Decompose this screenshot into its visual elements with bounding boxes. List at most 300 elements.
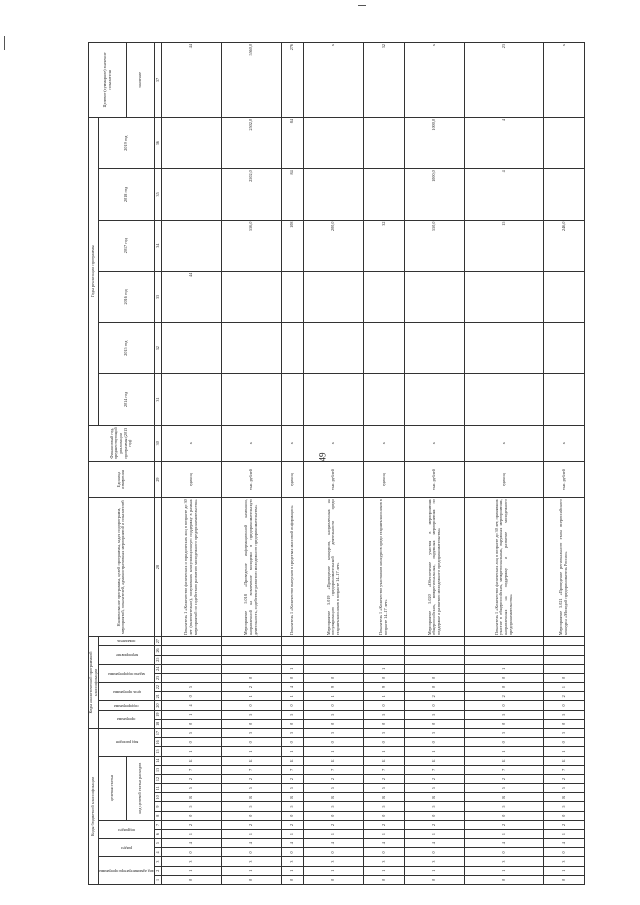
year-value (281, 374, 304, 425)
code-digit (364, 637, 405, 646)
code-digit (281, 637, 304, 646)
year-value (221, 271, 281, 322)
code-digit (281, 655, 304, 664)
code-digit: 4 (221, 839, 281, 848)
code-digit: 5 (304, 802, 364, 811)
code-digit: 0 (465, 738, 544, 747)
years-header: Годы реализации программы (89, 118, 99, 426)
code-digit (304, 655, 364, 664)
admin-code-header: код администратора программы (99, 868, 154, 874)
code-digit (221, 637, 281, 646)
row-base-year: x (304, 425, 364, 461)
column-number: 15 (154, 747, 161, 756)
code-digit: 4 (281, 839, 304, 848)
code-digit: 0 (364, 738, 405, 747)
year-value (543, 169, 584, 220)
code-digit: 0 (281, 719, 304, 728)
column-number: 18 (154, 719, 161, 728)
year-value (221, 323, 281, 374)
row-unit: тыс. рублей (221, 461, 281, 497)
year-value: 1000,0 (405, 118, 465, 169)
code-digit: 3 (465, 728, 544, 737)
code-digit (405, 655, 465, 664)
code-digit: 0 (543, 719, 584, 728)
table-row (221, 43, 281, 885)
code-digit: 0 (221, 738, 281, 747)
code-digit: 3 (543, 728, 584, 737)
year-value (543, 374, 584, 425)
column-number: 11 (154, 784, 161, 793)
table-row (304, 43, 364, 885)
code-digit: 1 (465, 664, 544, 673)
code-digit: 4 (161, 701, 221, 710)
code-digit: 7 (221, 765, 281, 774)
row-unit: единиц (281, 461, 304, 497)
code-digit: 1 (221, 866, 281, 875)
code-digit (304, 637, 364, 646)
code-digit: R (221, 793, 281, 802)
code-digit: 5 (405, 710, 465, 719)
code-digit: 2 (221, 774, 281, 783)
target-value: 32 (364, 43, 405, 118)
year-value (161, 374, 221, 425)
year-value (405, 323, 465, 374)
row-base-year: x (161, 425, 221, 461)
scan-artifact-top (358, 5, 366, 6)
code-digit: 1 (161, 866, 221, 875)
code-digit: 1 (304, 866, 364, 875)
code-digit: 0 (161, 875, 221, 884)
code-digit: 5 (364, 784, 405, 793)
code-digit: 2 (364, 820, 405, 829)
code-digit: 2 (465, 820, 544, 829)
target-header: Целевое (суммарное) значение показателя (89, 43, 127, 118)
code-digit: 2 (281, 774, 304, 783)
year-value: 2502,0 (221, 169, 281, 220)
program-codes-header: Коды аналитической программной классификации (89, 637, 99, 729)
code-digit: 1 (543, 829, 584, 838)
table-row (161, 43, 221, 885)
code-digit (543, 664, 584, 673)
year-value (304, 374, 364, 425)
code-digit: 7 (405, 765, 465, 774)
expense-type-header: вид расходов (115, 740, 138, 746)
code-digit (281, 646, 304, 655)
code-digit (405, 646, 465, 655)
row-name: Показатель 1 «Количество физических и юридических лиц в возрасте до 30 лет (включительно), получивших консультационную поддержку в рамках мероприятий по содействию развитию молодежного предпринимательства» (161, 498, 221, 637)
program-indicators-table (88, 42, 585, 885)
year-value: 4 (465, 169, 544, 220)
column-number: 26 (154, 646, 161, 655)
target-article-code-header: код целевой статьи расходов (127, 756, 155, 820)
row-base-year: x (465, 425, 544, 461)
year-value (281, 271, 304, 322)
code-digit (221, 655, 281, 664)
code-digit: 0 (161, 848, 221, 857)
code-digit: 0 (221, 848, 281, 857)
year-value: 32 (364, 220, 405, 271)
code-digit: 9 (304, 683, 364, 692)
row-unit: единиц (161, 461, 221, 497)
code-digit: 0 (465, 683, 544, 692)
year-value (161, 118, 221, 169)
rotated-document (88, 42, 568, 885)
column-number: 10 (154, 793, 161, 802)
code-digit: 0 (465, 673, 544, 682)
code-digit: 0 (221, 875, 281, 884)
code-digit: R (304, 793, 364, 802)
column-number: 5 (154, 839, 161, 848)
code-digit: 0 (543, 673, 584, 682)
code-digit: 7 (304, 765, 364, 774)
code-digit: 0 (543, 701, 584, 710)
code-digit: Б (405, 756, 465, 765)
code-digit: 0 (543, 875, 584, 884)
code-digit: 0 (304, 811, 364, 820)
year-value (405, 271, 465, 322)
code-digit (465, 637, 544, 646)
column-number: 37 (154, 43, 161, 118)
code-digit: 1 (465, 866, 544, 875)
column-number: 4 (154, 848, 161, 857)
code-digit: 2 (281, 820, 304, 829)
column-number: 14 (154, 756, 161, 765)
year-value (304, 169, 364, 220)
code-digit: 5 (364, 802, 405, 811)
column-number: 20 (154, 701, 161, 710)
code-digit: 0 (543, 811, 584, 820)
code-digit: R (281, 793, 304, 802)
code-digit: 0 (281, 738, 304, 747)
target-value: 44 (161, 43, 221, 118)
code-digit: 0 (364, 673, 405, 682)
code-digit: 1 (304, 829, 364, 838)
column-number: 32 (154, 323, 161, 374)
year-value (161, 169, 221, 220)
code-digit: 5 (543, 784, 584, 793)
column-number: 24 (154, 664, 161, 673)
measure-header: мероприятие (115, 653, 138, 659)
year-value (465, 374, 544, 425)
code-digit: Б (281, 756, 304, 765)
code-digit: 0 (465, 875, 544, 884)
code-digit: 2 (405, 692, 465, 701)
code-digit: 5 (405, 802, 465, 811)
code-digit: 3 (281, 728, 304, 737)
code-digit: 7 (364, 765, 405, 774)
target-value: x (405, 43, 465, 118)
row-unit: единиц (364, 461, 405, 497)
code-digit: 0 (221, 701, 281, 710)
code-digit: 4 (405, 839, 465, 848)
code-digit: 2 (161, 820, 221, 829)
column-number: 30 (154, 425, 161, 461)
year-value (543, 118, 584, 169)
code-digit: 5 (465, 802, 544, 811)
code-digit: Б (221, 756, 281, 765)
financial-year-header: Финансовый год, предшествующий реализации программы (2013 год) (89, 425, 155, 461)
code-digit: 0 (304, 719, 364, 728)
code-digit: 5 (161, 683, 221, 692)
table-row (364, 43, 405, 885)
year-value (304, 271, 364, 322)
code-digit: 3 (221, 728, 281, 737)
code-digit: 0 (161, 738, 221, 747)
target-value: 276 (281, 43, 304, 118)
code-digit: 1 (465, 747, 544, 756)
year-value (304, 323, 364, 374)
code-digit: 0 (465, 811, 544, 820)
code-digit: 5 (364, 710, 405, 719)
year-value: 246,0 (543, 220, 584, 271)
code-digit: 3 (364, 857, 405, 866)
code-digit: 0 (405, 683, 465, 692)
row-name: Показатель 1 «Количество участников конкурсов среди старшеклассников в возрасте 14–17 лет» (364, 498, 405, 637)
year-value (281, 323, 304, 374)
year-value (465, 271, 544, 322)
code-digit: 5 (465, 710, 544, 719)
code-digit: 0 (405, 875, 465, 884)
year-value (364, 271, 405, 322)
subsection-header: подраздел (118, 827, 136, 833)
row-unit: тыс. рублей (543, 461, 584, 497)
row-name: Мероприятие 5.020 «Обеспечение участия в мероприятиях общероссийских, межрегиональных, окружных мероприятиях по поддержке и развитию молодежного предпринимательства» (405, 498, 465, 637)
program-table-sheet (88, 42, 568, 885)
code-digit: 0 (281, 673, 304, 682)
code-digit: 5 (221, 802, 281, 811)
code-digit: R (364, 793, 405, 802)
code-digit: 3 (405, 728, 465, 737)
code-digit: 2 (304, 774, 364, 783)
code-digit (543, 655, 584, 664)
code-digit: 1 (221, 747, 281, 756)
code-digit (221, 646, 281, 655)
code-digit: 0 (161, 811, 221, 820)
code-digit (161, 664, 221, 673)
code-digit: 5 (161, 784, 221, 793)
code-digit: 9 (364, 683, 405, 692)
code-digit: 5 (281, 784, 304, 793)
code-digit (543, 637, 584, 646)
code-digit: 0 (221, 719, 281, 728)
year-value: 1000,0 (405, 169, 465, 220)
year-header: 2015 год (99, 323, 154, 374)
code-digit: 5 (281, 802, 304, 811)
code-digit: 0 (405, 673, 465, 682)
code-digit (304, 664, 364, 673)
name-column-header: Наименование программы, целей программы, задач подпрограмм, мероприятий, показателей, административных мероприятий и показателей (89, 498, 155, 637)
column-number: 28 (154, 498, 161, 637)
code-digit: 2 (465, 774, 544, 783)
code-digit: 7 (543, 765, 584, 774)
code-digit: 0 (364, 719, 405, 728)
column-number: 22 (154, 683, 161, 692)
code-digit: 0 (304, 701, 364, 710)
code-digit: 3 (543, 857, 584, 866)
code-digit: 0 (304, 875, 364, 884)
code-digit: 1 (221, 692, 281, 701)
column-number: 33 (154, 271, 161, 322)
row-name: Мероприятие 5.018 «Проведение информационной кампании, направленной на вовлечение молодежи в предпринимательскую деятельность, содействие развитию молодежного предпринимательства» (221, 498, 281, 637)
code-digit: 1 (543, 683, 584, 692)
year-value (161, 220, 221, 271)
code-digit: 0 (405, 701, 465, 710)
code-digit (405, 637, 465, 646)
code-digit: 0 (364, 875, 405, 884)
code-digit: R (161, 793, 221, 802)
code-digit: Б (465, 756, 544, 765)
row-unit: тыс. рублей (405, 461, 465, 497)
code-digit: 2 (405, 820, 465, 829)
code-digit: 5 (161, 802, 221, 811)
year-value (465, 323, 544, 374)
code-digit: 0 (543, 738, 584, 747)
column-number: 9 (154, 802, 161, 811)
code-digit: 0 (221, 673, 281, 682)
code-digit: Б (364, 756, 405, 765)
code-digit (221, 664, 281, 673)
column-number: 16 (154, 738, 161, 747)
code-digit: 0 (405, 738, 465, 747)
code-digit: 7 (281, 765, 304, 774)
target-value: 23 (465, 43, 544, 118)
code-digit: 0 (161, 719, 221, 728)
code-digit: 1 (161, 747, 221, 756)
code-digit: 0 (221, 811, 281, 820)
column-number: 3 (154, 857, 161, 866)
code-digit: Б (304, 756, 364, 765)
year-value (364, 169, 405, 220)
code-digit: 2 (405, 774, 465, 783)
budget-codes-header: Коды бюджетной классификации (89, 728, 99, 884)
code-digit: 0 (281, 848, 304, 857)
year-value (161, 323, 221, 374)
code-digit: 0 (281, 811, 304, 820)
code-digit: R (543, 793, 584, 802)
code-digit: 4 (364, 839, 405, 848)
year-value: 84 (281, 169, 304, 220)
year-value (543, 271, 584, 322)
target-value: 5560,0 (221, 43, 281, 118)
code-digit: 0 (304, 738, 364, 747)
code-digit: 5 (281, 710, 304, 719)
year-value (364, 118, 405, 169)
code-digit: 0 (543, 848, 584, 857)
code-digit: 0 (364, 848, 405, 857)
code-digit: 4 (281, 683, 304, 692)
year-value (304, 118, 364, 169)
code-digit: 1 (161, 829, 221, 838)
code-digit: 0 (304, 848, 364, 857)
column-number: 25 (154, 655, 161, 664)
code-digit: 2 (543, 774, 584, 783)
year-value (543, 323, 584, 374)
code-digit: 5 (465, 784, 544, 793)
code-digit: 3 (364, 728, 405, 737)
code-digit: 2 (543, 692, 584, 701)
code-digit: 5 (304, 784, 364, 793)
code-digit: 1 (364, 866, 405, 875)
year-value (221, 374, 281, 425)
code-digit: 0 (405, 811, 465, 820)
program-goal-header: цель программы (112, 689, 141, 695)
year-value (364, 374, 405, 425)
target-value: x (543, 43, 584, 118)
code-digit: 5 (405, 784, 465, 793)
row-base-year: x (364, 425, 405, 461)
year-value (364, 323, 405, 374)
code-digit: 1 (405, 747, 465, 756)
column-number: 31 (154, 374, 161, 425)
target-value: x (304, 43, 364, 118)
code-digit: 0 (161, 692, 221, 701)
year-header: 2014 год (99, 374, 154, 425)
code-digit: 1 (304, 692, 364, 701)
code-digit (364, 655, 405, 664)
code-digit: R (405, 793, 465, 802)
row-name: Показатель 1 «Количество выпусков в средствах массовой информации» (281, 498, 304, 637)
code-digit: 5 (221, 784, 281, 793)
code-digit (364, 646, 405, 655)
code-digit: Б (543, 756, 584, 765)
code-digit: 3 (161, 857, 221, 866)
code-digit: 7 (465, 765, 544, 774)
code-digit: 5 (304, 710, 364, 719)
code-digit: 1 (281, 829, 304, 838)
column-number: 21 (154, 692, 161, 701)
indicator-header: показатель (117, 639, 136, 645)
code-digit: 1 (543, 866, 584, 875)
code-digit: 4 (465, 839, 544, 848)
page-number: 49 (317, 452, 328, 462)
scan-artifact-left (4, 36, 5, 50)
program-header: программа (117, 717, 136, 723)
row-base-year: x (405, 425, 465, 461)
year-value: 556,0 (221, 220, 281, 271)
code-digit (543, 646, 584, 655)
subprogram-header: подпрограмма (114, 703, 139, 709)
column-number: 17 (154, 728, 161, 737)
code-digit: 1 (304, 747, 364, 756)
code-digit: 1 (364, 747, 405, 756)
row-name: Показатель 1 «Количество физических лиц в возрасте до 30 лет, принявших участие в общероссийских, межрегиональных, окружных мероприятиях, направленных на поддержку и развитие молодежного предпринимательства» (465, 498, 544, 637)
row-name: Мероприятие 5.019 «Проведение конкурсов, направленных на популяризацию предпринимательской деятельности среди старшеклассников в возрасте 14–17 лет» (304, 498, 364, 637)
code-digit: 2 (221, 683, 281, 692)
code-digit: 3 (405, 857, 465, 866)
code-digit: 0 (465, 848, 544, 857)
code-digit: 0 (405, 848, 465, 857)
code-digit: 2 (465, 692, 544, 701)
table-row (405, 43, 465, 885)
year-header: 2016 год (99, 271, 154, 322)
column-number: 8 (154, 811, 161, 820)
column-number: 13 (154, 765, 161, 774)
code-digit: 1 (281, 664, 304, 673)
subprogram-task-header: задача подпрограммы (108, 671, 146, 677)
code-digit: 0 (281, 701, 304, 710)
column-number: 6 (154, 829, 161, 838)
row-base-year: x (221, 425, 281, 461)
row-unit: единиц (465, 461, 544, 497)
column-number: 1 (154, 875, 161, 884)
target-article-header: целевая статья (99, 756, 127, 820)
row-unit: тыс. рублей (304, 461, 364, 497)
code-digit (161, 637, 221, 646)
code-digit: 1 (281, 747, 304, 756)
code-digit: 1 (543, 747, 584, 756)
column-number: 29 (154, 461, 161, 497)
column-number: 27 (154, 637, 161, 646)
